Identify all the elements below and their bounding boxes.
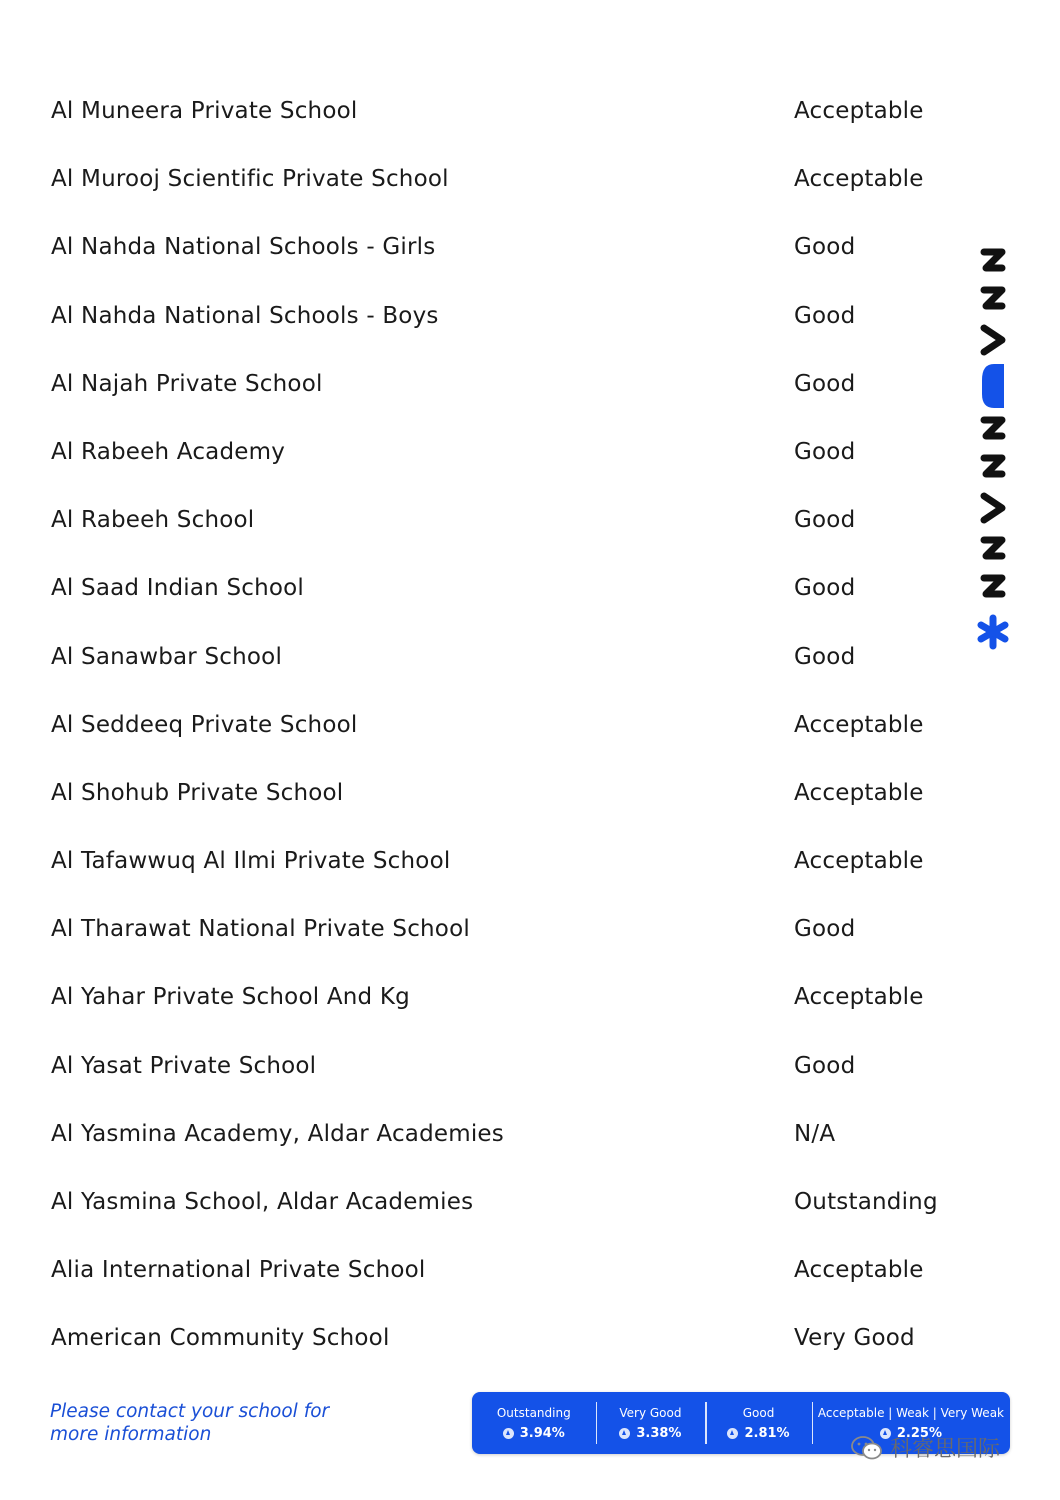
table-row (51, 762, 971, 830)
school-rating: Good (794, 234, 856, 261)
legend-label: Good (742, 1406, 775, 1420)
school-name: Al Murooj Scientific Private School (51, 166, 449, 193)
school-name: Al Yasmina School, Aldar Academies (51, 1189, 474, 1215)
legend-value (619, 1426, 681, 1441)
table-row (51, 148, 971, 216)
table-row (51, 626, 971, 694)
legend-label: Acceptable | Weak | Very Weak (817, 1406, 1004, 1420)
table-row (51, 966, 971, 1034)
table-row (51, 898, 971, 966)
table-row (51, 557, 971, 625)
table-row (51, 80, 971, 148)
up-arrow-icon (727, 1428, 738, 1439)
school-name: Al Tafawwuq Al Ilmi Private School (51, 848, 451, 875)
school-name: Al Yasmina Academy, Aldar Academies (51, 1120, 504, 1147)
school-rating: Good (794, 916, 856, 943)
school-rating: Outstanding (794, 1189, 938, 1215)
school-name: Al Tharawat National Private School (51, 916, 470, 943)
legend-outstanding (472, 1392, 596, 1454)
decorative-wave-graphic (972, 240, 1016, 660)
table-row (51, 1307, 971, 1375)
school-name: American Community School (51, 1325, 390, 1352)
school-name: Al Yasat Private School (51, 1052, 317, 1079)
school-name: Al Muneera Private School (51, 98, 358, 124)
school-name: Al Najah Private School (51, 370, 323, 397)
table-row (51, 694, 971, 762)
legend-percent: 2.81% (744, 1426, 790, 1441)
school-rating: Acceptable (794, 848, 924, 875)
table-row (51, 830, 971, 898)
school-rating: N/A (794, 1120, 836, 1147)
legend-good (705, 1392, 812, 1454)
contact-footnote: Please contact your school for more information (50, 1401, 330, 1445)
up-arrow-icon (619, 1428, 630, 1439)
school-rating: Good (794, 507, 856, 534)
watermark-text: 科睿思国际 (890, 1437, 1001, 1462)
school-rating: Good (794, 643, 856, 670)
school-rating: Acceptable (794, 166, 924, 193)
table-row (51, 1103, 971, 1171)
school-rating: Good (794, 1052, 856, 1079)
school-name: Al Saad Indian School (51, 575, 305, 602)
school-rating: Acceptable (794, 711, 924, 738)
school-name: Al Nahda National Schools - Boys (51, 302, 439, 329)
table-row (51, 216, 971, 284)
legend-percent: 2.25% (896, 1426, 942, 1441)
table-row (51, 1239, 971, 1307)
up-arrow-icon (503, 1428, 514, 1439)
wechat-icon (850, 1434, 884, 1462)
school-name: Al Yahar Private School And Kg (51, 984, 410, 1011)
school-rating: Good (794, 370, 856, 397)
legend-very-good (596, 1392, 706, 1454)
table-row (51, 285, 971, 353)
school-rating: Good (794, 438, 856, 465)
school-name: Alia International Private School (51, 1257, 426, 1284)
table-row (51, 1171, 971, 1239)
watermark (850, 1432, 1000, 1463)
legend-value (727, 1426, 789, 1441)
school-rating: Good (794, 302, 856, 329)
school-name: Al Nahda National Schools - Girls (51, 234, 436, 261)
table-row (51, 489, 971, 557)
table-row (51, 1035, 971, 1103)
legend-percent: 3.94% (519, 1426, 565, 1441)
school-rating: Acceptable (794, 779, 924, 806)
table-row (51, 353, 971, 421)
table-row (51, 421, 971, 489)
school-rating: Good (794, 575, 856, 602)
school-rating: Acceptable (794, 1257, 924, 1284)
school-rating: Very Good (794, 1325, 915, 1352)
legend-label: Very Good (619, 1406, 682, 1420)
school-rating: Acceptable (794, 984, 924, 1011)
school-name: Al Rabeeh Academy (51, 438, 286, 465)
school-name: Al Shohub Private School (51, 779, 344, 806)
school-rating: Acceptable (794, 98, 924, 124)
legend-value (503, 1426, 565, 1441)
school-name: Al Rabeeh School (51, 507, 255, 534)
legend-percent: 3.38% (636, 1426, 682, 1441)
school-rating-table (51, 80, 971, 1376)
school-name: Al Seddeeq Private School (51, 711, 358, 738)
legend-label: Outstanding (496, 1406, 571, 1420)
school-name: Al Sanawbar School (51, 643, 283, 670)
